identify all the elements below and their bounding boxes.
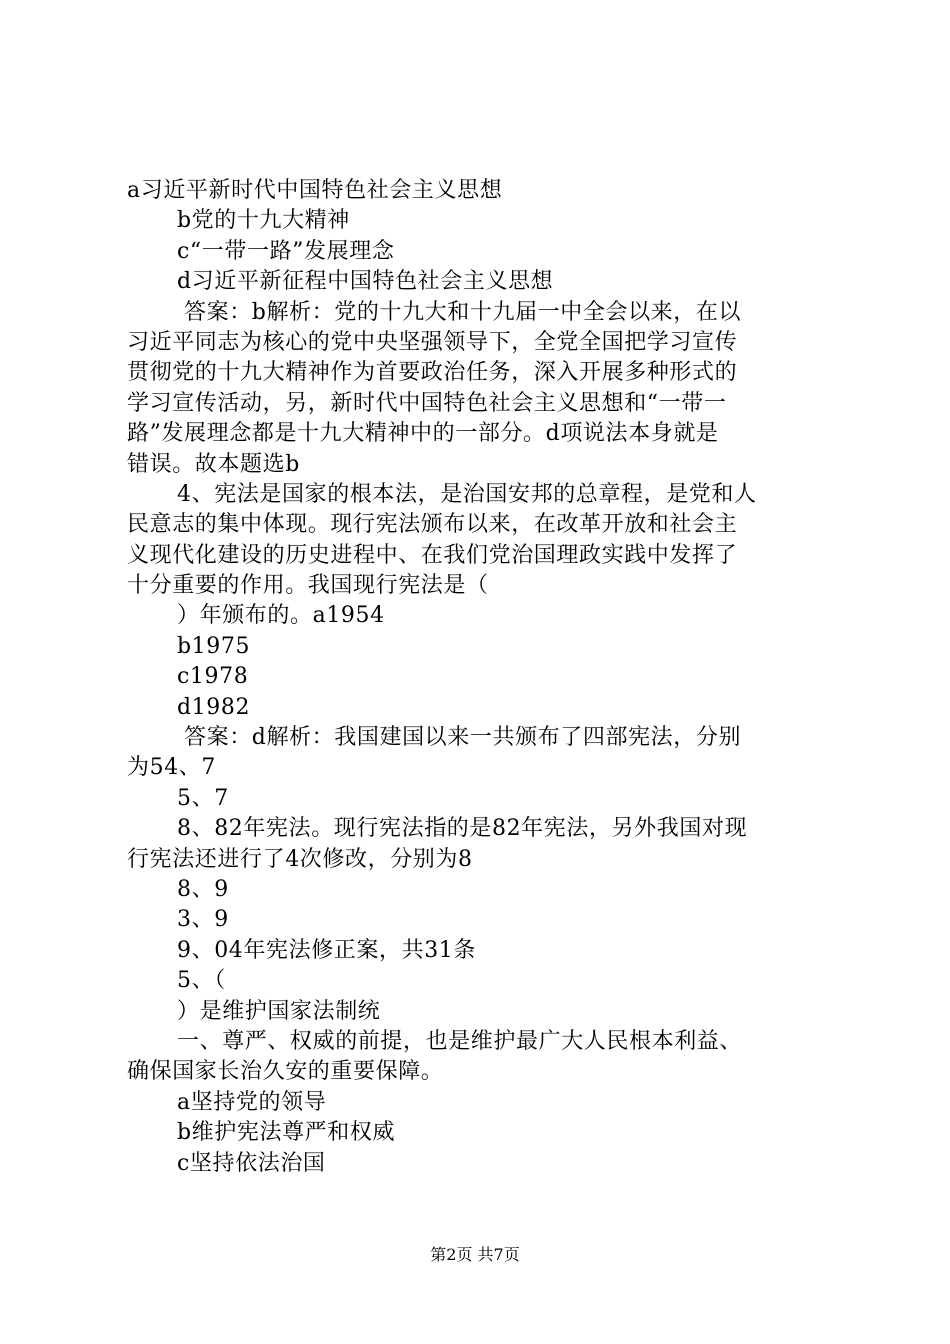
paragraph-line: 义现代化建设的历史进程中、在我们党治国理政实践中发挥了 [127,542,738,568]
option-line: d1982 [177,694,251,720]
option-line: b维护宪法尊严和权威 [177,1120,396,1146]
option-line: c“一带一路”发展理念 [177,238,395,264]
option-line: b1975 [177,633,251,659]
paragraph-line: 8、9 [177,876,229,902]
document-body [127,176,837,1179]
option-line: a坚持党的领导 [177,1089,327,1115]
paragraph-line: 行宪法还进行了4次修改，分别为8 [127,846,473,872]
paragraph-line: 民意志的集中体现。现行宪法颁布以来，在改革开放和社会主 [127,512,738,538]
paragraph-line: 习近平同志为核心的党中央坚强领导下，全党全国把学习宣传 [127,329,738,355]
paragraph-line: 一、尊严、权威的前提，也是维护最广大人民根本利益、 [177,1028,743,1054]
paragraph-line: 5、7 [177,785,229,811]
paragraph-line: 十分重要的作用。我国现行宪法是（ [127,573,489,599]
paragraph-line: 9、04年宪法修正案，共31条 [177,937,476,963]
option-line: b党的十九大精神 [177,208,350,234]
paragraph-line: 学习宣传活动，另，新时代中国特色社会主义思想和“一带一 [127,390,727,416]
question-line: 4、宪法是国家的根本法，是治国安邦的总章程，是党和人 [177,481,757,507]
paragraph-line: 8、82年宪法。现行宪法指的是82年宪法，另外我国对现 [177,816,748,842]
paragraph-line: 错误。故本题选b [127,451,300,477]
paragraph-line: 确保国家长治久安的重要保障。 [127,1059,444,1085]
paragraph-line: 路”发展理念都是十九大精神中的一部分。d项说法本身就是 [127,421,719,447]
option-line: d习近平新征程中国特色社会主义思想 [177,269,554,295]
paragraph-line: 贯彻党的十九大精神作为首要政治任务，深入开展多种形式的 [127,360,738,386]
option-line: c坚持依法治国 [177,1150,326,1176]
paragraph-line: ）是维护国家法制统 [177,998,381,1024]
paragraph-line: 为54、7 [127,755,216,781]
question-line: 5、（ [177,968,226,994]
answer-line: 答案：d解析：我国建国以来一共颁布了四部宪法，分别 [184,725,742,751]
page-number-footer: 第2页 共7页 [430,1245,520,1264]
option-line: ）年颁布的。a1954 [177,603,385,629]
option-line: c1978 [177,664,249,690]
option-line: a习近平新时代中国特色社会主义思想 [127,178,503,203]
answer-line: 答案：b解析：党的十九大和十九届一中全会以来，在以 [184,299,742,325]
paragraph-line: 3、9 [177,907,229,933]
